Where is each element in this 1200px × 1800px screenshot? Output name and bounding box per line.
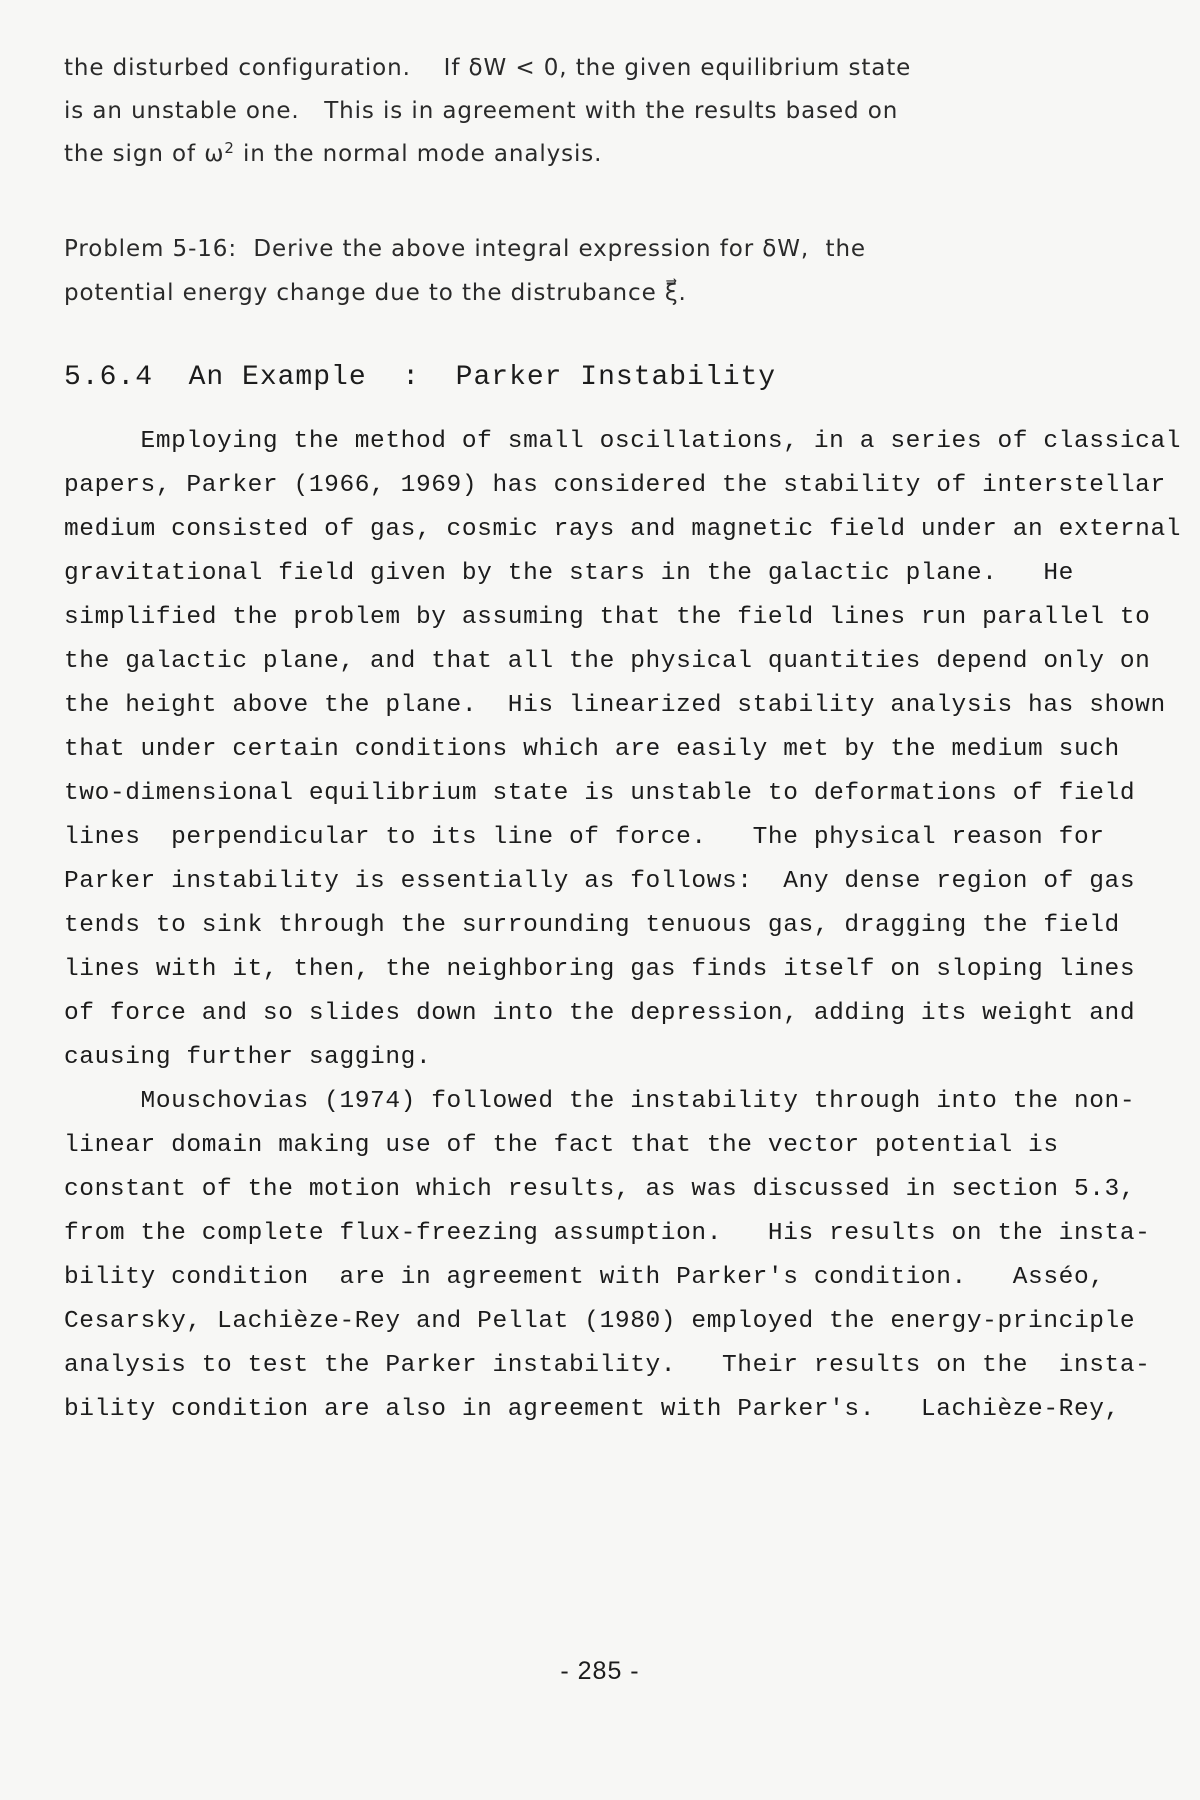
body-line: linear domain making use of the fact that the vector potential is — [64, 1132, 1059, 1159]
body-line: bility condition are in agreement with Parker's condition. Asséo, — [64, 1264, 1105, 1291]
body-line: analysis to test the Parker instability. Their results on the insta- — [64, 1352, 1151, 1379]
body-line: two-dimensional equilibrium state is unstable to deformations of field — [64, 780, 1136, 807]
omega-exponent: 2 — [224, 138, 235, 157]
intro-line-3-end: in the normal mode analysis. — [234, 141, 603, 167]
page-number: - 285 - — [560, 1657, 640, 1685]
body-line: Mouschovias (1974) followed the instability through into the non- — [64, 1088, 1136, 1115]
body-line: that under certain conditions which are easily met by the medium such — [64, 736, 1120, 763]
body-line: causing further sagging. — [64, 1044, 432, 1071]
intro-line-2: is an unstable one. This is in agreement with the results based on — [64, 98, 899, 124]
body-line: tends to sink through the surrounding tenuous gas, dragging the field — [64, 912, 1120, 939]
body-line: lines perpendicular to its line of force. The physical reason for — [64, 824, 1105, 851]
body-line: medium consisted of gas, cosmic rays and magnetic field under an external — [64, 516, 1182, 543]
body-line: of force and so slides down into the depression, adding its weight and — [64, 1000, 1136, 1027]
body-line: bility condition are also in agreement with Parker's. Lachièze-Rey, — [64, 1396, 1120, 1423]
body-line: Employing the method of small oscillations, in a series of classical — [64, 428, 1182, 455]
body-line: gravitational field given by the stars in the galactic plane. He — [64, 560, 1074, 587]
section-heading: 5.6.4 An Example : Parker Instability — [64, 362, 777, 393]
body-line: from the complete flux-freezing assumption. His results on the insta- — [64, 1220, 1151, 1247]
body-line: simplified the problem by assuming that the field lines run parallel to — [64, 604, 1151, 631]
problem-line-2: potential energy change due to the distrubance ξ⃗. — [64, 280, 687, 306]
body-line: Cesarsky, Lachièze-Rey and Pellat (1980) employed the energy-principle — [64, 1308, 1136, 1335]
body-line: the height above the plane. His linearized stability analysis has shown — [64, 692, 1166, 719]
body-line: Parker instability is essentially as follows: Any dense region of gas — [64, 868, 1136, 895]
body-line: constant of the motion which results, as was discussed in section 5.3, — [64, 1176, 1136, 1203]
intro-line-1: the disturbed configuration. If δW < 0, the given equilibrium state — [64, 55, 912, 81]
problem-line-1: Problem 5-16: Derive the above integral expression for δW, the — [64, 236, 866, 262]
intro-line-3 — [64, 139, 602, 169]
intro-line-3-start: the sign of ω — [64, 141, 225, 167]
body-line: the galactic plane, and that all the physical quantities depend only on — [64, 648, 1151, 675]
body-line: papers, Parker (1966, 1969) has considered the stability of interstellar — [64, 472, 1166, 499]
body-line: lines with it, then, the neighboring gas finds itself on sloping lines — [64, 956, 1136, 983]
